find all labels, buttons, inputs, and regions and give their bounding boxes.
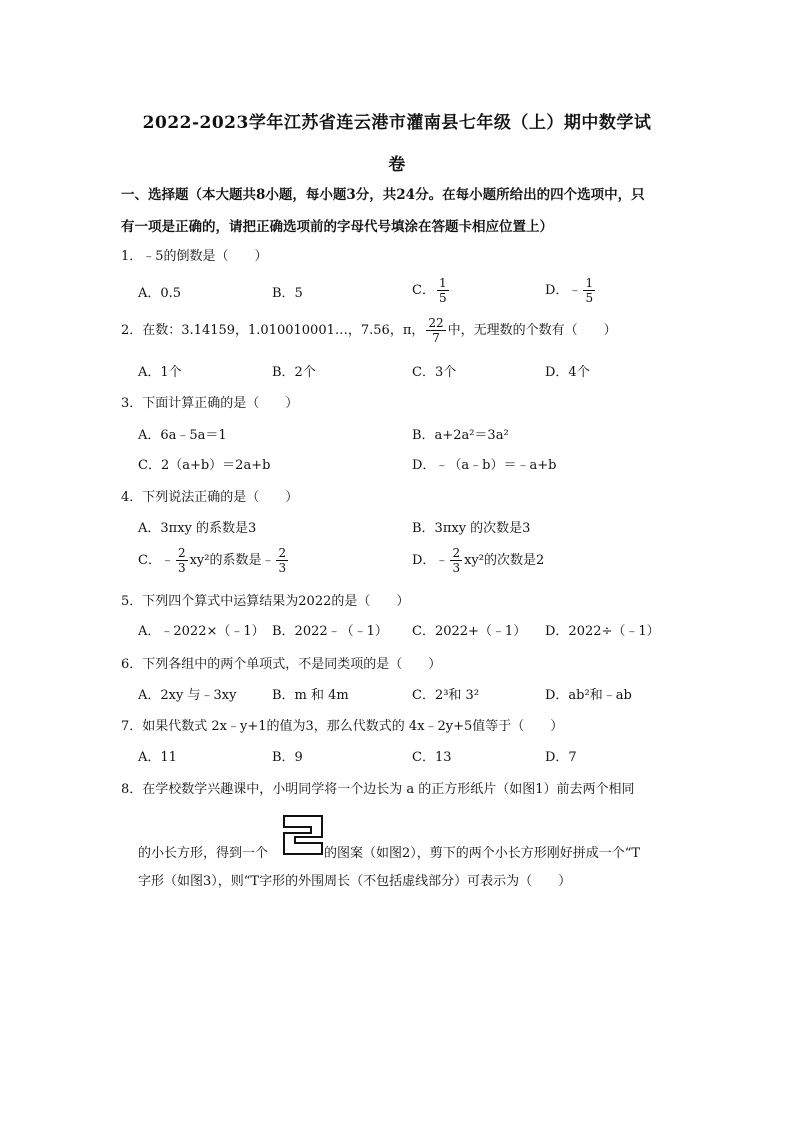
question-8-line2-post: 的图案（如图2），剪下的两个小长方形刚好拼成一个“T: [324, 846, 641, 861]
question-4-option-b: B．3πxy 的次数是3: [412, 521, 531, 536]
fraction: $\frac{2}{3}$: [278, 546, 287, 575]
question-4-option-a: A．3πxy 的系数是3: [138, 521, 257, 536]
question-6-stem: 6．下列各组中的两个单项式，不是同类项的是（ ）: [121, 657, 442, 672]
question-3-option-b: B．a+2a²＝3a²: [412, 428, 509, 443]
fraction: $\frac{22}{7}$: [428, 316, 444, 345]
page-title: 2022-2023学年江苏省连云港市灌南县七年级（上）期中数学试: [142, 113, 652, 133]
question-8-line2-pre: 的小长方形，得到一个: [138, 846, 269, 861]
question-4-option-c: C．﹣ $\frac{2}{3}$ xy²的系数是﹣ $\frac{2}{3}$: [138, 546, 287, 575]
question-3-stem: 3．下面计算正确的是（ ）: [121, 396, 299, 411]
question-2-option-d: D．4个: [545, 365, 590, 380]
question-1-option-c: C． $\frac{1}{5}$: [412, 276, 447, 305]
page-title-continued: 卷: [388, 155, 406, 175]
question-7-option-b: B．9: [272, 750, 303, 765]
question-1-stem: 1．﹣5的倒数是（ ）: [121, 249, 268, 264]
question-5-option-b: B．2022﹣（﹣1）: [272, 624, 388, 639]
question-3-option-c: C．2（a+b）＝2a+b: [138, 458, 271, 473]
section-header-line1: 一、选择题（本大题共8小题，每小题3分，共24分。在每小题所给出的四个选项中，只: [121, 187, 645, 203]
fraction: $\frac{1}{5}$: [585, 276, 594, 305]
question-5-option-c: C．2022+（﹣1）: [412, 624, 527, 639]
question-2-option-a: A．1个: [138, 365, 182, 380]
question-3-option-d: D．﹣（a﹣b）＝﹣a+b: [412, 458, 557, 473]
question-3-option-a: A．6a﹣5a＝1: [138, 428, 227, 443]
question-5-option-d: D．2022÷（﹣1）: [545, 624, 660, 639]
question-6-option-d: D．ab²和﹣ab: [545, 688, 632, 703]
question-8-line1: 8．在学校数学兴趣课中，小明同学将一个边长为 a 的正方形纸片（如图1）前去两个相同: [121, 782, 635, 797]
question-1-option-b: B．5: [272, 286, 303, 301]
question-1-option-d: D．﹣ $\frac{1}{5}$: [545, 276, 594, 305]
question-4-stem: 4．下列说法正确的是（ ）: [121, 490, 299, 505]
question-2-option-c: C．3个: [412, 365, 457, 380]
fraction: $\frac{1}{5}$: [438, 276, 447, 305]
question-5-option-a: A．﹣2022×（﹣1）: [138, 624, 265, 639]
question-1-option-a: A．0.5: [138, 286, 182, 301]
question-2-option-b: B．2个: [272, 365, 316, 380]
question-6-option-a: A．2xy 与﹣3xy: [138, 688, 237, 703]
section-header-line2: 有一项是正确的，请把正确选项前的字母代号填涂在答题卡相应位置上）: [121, 219, 553, 235]
question-6-option-b: B．m 和 4m: [272, 688, 349, 703]
question-7-option-a: A．11: [138, 750, 177, 765]
question-6-option-c: C．2³和 3²: [412, 688, 480, 703]
figure-2-shape: [283, 815, 323, 855]
fraction: $\frac{2}{3}$: [452, 546, 461, 575]
fraction: $\frac{2}{3}$: [177, 546, 186, 575]
question-7-option-c: C．13: [412, 750, 452, 765]
question-7-stem: 7．如果代数式 2x﹣y+1的值为3，那么代数式的 4x﹣2y+5值等于（ ）: [121, 719, 564, 734]
question-7-option-d: D．7: [545, 750, 577, 765]
question-8-line3: 字形（如图3），则“T字形的外围周长（不包括虚线部分）可表示为（ ）: [138, 874, 572, 889]
question-2-stem: 2．在数：3.14159，1.010010001…，7.56，π， $\frac{22}{7}$ 中，无理数的个数有（ ）: [121, 316, 617, 345]
question-4-option-d: D．﹣ $\frac{2}{3}$ xy²的次数是2: [412, 546, 545, 575]
question-5-stem: 5．下列四个算式中运算结果为2022的是（ ）: [121, 594, 410, 609]
